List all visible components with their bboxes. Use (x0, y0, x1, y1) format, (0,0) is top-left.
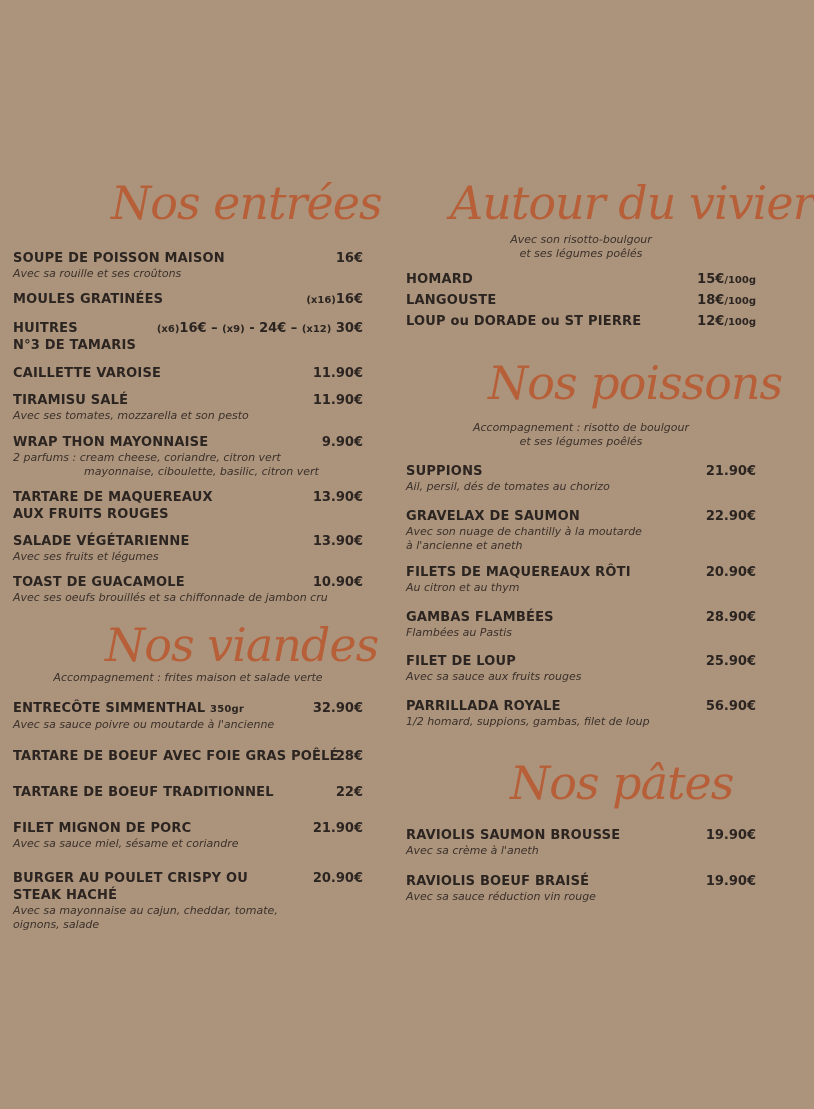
menu-item (13, 320, 363, 354)
viandes-title: Nos viandes (105, 618, 379, 672)
item-name (13, 700, 363, 718)
item-price: 32.90€ (312, 701, 363, 716)
item-name-line2: AUX FRUITS ROUGES (13, 507, 169, 522)
price-value: - 24€ – (244, 321, 302, 336)
menu-item (13, 748, 363, 765)
item-name: PARRILLADA ROYALE (406, 699, 561, 714)
menu-item (406, 292, 756, 309)
item-desc: Avec sa sauce réduction vin rouge (406, 890, 596, 903)
item-price: 10.90€ (312, 575, 363, 590)
item-name: BURGER AU POULET CRISPY OU (13, 871, 249, 886)
menu-item (13, 365, 363, 382)
item-price: 11.90€ (312, 393, 363, 408)
menu-item (13, 392, 363, 423)
price-quantity: (x9) (222, 324, 245, 335)
item-price: 22€ (335, 785, 363, 800)
vivier-title: Autour du vivier (450, 176, 814, 230)
item-price: 56.90€ (705, 699, 756, 714)
item-name-text: ENTRECÔTE SIMMENTHAL (13, 701, 206, 716)
price-unit: /100g (724, 275, 756, 286)
item-price: 20.90€ (705, 565, 756, 580)
menu-item (13, 784, 363, 801)
price-value: 15€ (697, 272, 725, 287)
item-desc: Avec son nuage de chantilly à la moutarde (406, 525, 642, 538)
item-desc-line2: à l'ancienne et aneth (406, 539, 523, 552)
item-name: HOMARD (406, 272, 473, 287)
item-name: RAVIOLIS SAUMON BROUSSE (406, 828, 621, 843)
poissons-subtitle: Accompagnement : risotto de boulgour (472, 421, 690, 434)
price-quantity: (x12) (301, 324, 332, 335)
item-name: LANGOUSTE (406, 293, 497, 308)
menu-item (13, 434, 363, 479)
poissons-title: Nos poissons (488, 356, 783, 410)
item-name: FILETS DE MAQUEREAUX RÔTI (406, 565, 631, 580)
menu-item (13, 700, 363, 732)
menu-item (406, 698, 756, 729)
item-desc: 1/2 homard, suppions, gambas, filet de loup (406, 715, 650, 728)
price-value: 16€ (335, 292, 363, 307)
item-name: WRAP THON MAYONNAISE (13, 435, 209, 450)
menu-item (406, 313, 756, 330)
price-unit: /100g (724, 317, 756, 328)
menu-item (13, 250, 363, 281)
item-desc: Avec ses fruits et légumes (13, 550, 159, 563)
item-desc: Avec sa sauce aux fruits rouges (406, 670, 582, 683)
item-name: HUITRES (13, 321, 78, 336)
vivier-subtitle: Avec son risotto-boulgour (510, 233, 652, 246)
item-price (697, 292, 756, 310)
item-desc: Avec sa sauce miel, sésame et coriandre (13, 837, 239, 850)
menu-item (406, 873, 756, 904)
price-value: 30€ (331, 321, 363, 336)
price-quantity: (x16) (306, 295, 336, 306)
item-name-line2: STEAK HACHÉ (13, 888, 118, 903)
item-name: LOUP ou DORADE ou ST PIERRE (406, 314, 642, 329)
price-unit: /100g (724, 296, 756, 307)
item-name: MOULES GRATINÉES (13, 292, 164, 307)
item-name: TOAST DE GUACAMOLE (13, 575, 185, 590)
item-price: 25.90€ (705, 654, 756, 669)
item-price (157, 320, 363, 338)
menu-item (406, 564, 756, 595)
item-name-line2: N°3 DE TAMARIS (13, 338, 137, 353)
item-price: 13.90€ (312, 534, 363, 549)
item-price (697, 271, 756, 289)
item-name: TARTARE DE BOEUF AVEC FOIE GRAS POÊLÉ (13, 749, 339, 764)
vivier-subtitle-line2: et ses légumes poêlés (519, 247, 643, 260)
price-value: 16€ – (179, 321, 223, 336)
item-price: 28€ (335, 749, 363, 764)
item-price (697, 313, 756, 331)
item-name: TARTARE DE BOEUF TRADITIONNEL (13, 785, 274, 800)
item-desc: Avec sa sauce poivre ou moutarde à l'ancienne (13, 718, 275, 731)
item-desc: Avec sa rouille et ses croûtons (13, 267, 182, 280)
item-name: RAVIOLIS BOEUF BRAISÉ (406, 874, 590, 889)
item-name: CAILLETTE VAROISE (13, 366, 162, 381)
menu-item (406, 653, 756, 684)
menu-item (13, 870, 363, 932)
item-name: GRAVELAX DE SAUMON (406, 509, 580, 524)
item-price: 9.90€ (321, 435, 363, 450)
item-name: SUPPIONS (406, 464, 483, 479)
menu-item (13, 291, 363, 308)
item-price (306, 291, 363, 309)
menu-item (406, 508, 756, 553)
item-name: FILET MIGNON DE PORC (13, 821, 192, 836)
item-name: SALADE VÉGÉTARIENNE (13, 534, 190, 549)
item-name: TARTARE DE MAQUEREAUX (13, 490, 213, 505)
item-weight: 350gr (210, 704, 245, 715)
item-desc: Avec sa mayonnaise au cajun, cheddar, tomate, (13, 904, 278, 917)
menu-item (406, 827, 756, 858)
price-value: 18€ (697, 293, 725, 308)
item-price: 22.90€ (705, 509, 756, 524)
item-price: 21.90€ (312, 821, 363, 836)
item-desc: Avec ses oeufs brouillés et sa chiffonnade de jambon cru (13, 591, 328, 604)
item-desc: Ail, persil, dés de tomates au chorizo (406, 480, 610, 493)
item-price: 21.90€ (705, 464, 756, 479)
pates-title: Nos pâtes (510, 756, 734, 810)
menu-item (13, 533, 363, 564)
item-desc: Flambées au Pastis (406, 626, 512, 639)
menu-item (406, 271, 756, 288)
menu-item (13, 820, 363, 851)
item-desc-line2: mayonnaise, ciboulette, basilic, citron vert (84, 465, 319, 478)
viandes-subtitle: Accompagnement : frites maison et salade verte (53, 671, 323, 684)
poissons-subtitle-line2: et ses légumes poêlés (519, 435, 643, 448)
item-desc-line2: oignons, salade (13, 918, 100, 931)
item-name: FILET DE LOUP (406, 654, 517, 669)
price-quantity: (x6) (156, 324, 180, 335)
entrees-title: Nos entrées (111, 176, 382, 230)
item-name: SOUPE DE POISSON MAISON (13, 251, 225, 266)
item-price: 11.90€ (312, 366, 363, 381)
item-price: 16€ (335, 251, 363, 266)
menu-item (406, 609, 756, 640)
item-desc: Avec ses tomates, mozzarella et son pesto (13, 409, 249, 422)
item-desc: Au citron et au thym (406, 581, 520, 594)
item-price: 19.90€ (705, 874, 756, 889)
item-price: 28.90€ (705, 610, 756, 625)
menu-item (13, 574, 363, 605)
item-name: GAMBAS FLAMBÉES (406, 610, 554, 625)
item-desc: 2 parfums : cream cheese, coriandre, citron vert (13, 451, 281, 464)
item-price: 19.90€ (705, 828, 756, 843)
price-value: 12€ (697, 314, 725, 329)
menu-item (406, 463, 756, 494)
item-price: 13.90€ (312, 490, 363, 505)
item-name: TIRAMISU SALÉ (13, 393, 129, 408)
item-desc: Avec sa crème à l'aneth (406, 844, 539, 857)
menu-item (13, 489, 363, 523)
item-price: 20.90€ (312, 871, 363, 886)
